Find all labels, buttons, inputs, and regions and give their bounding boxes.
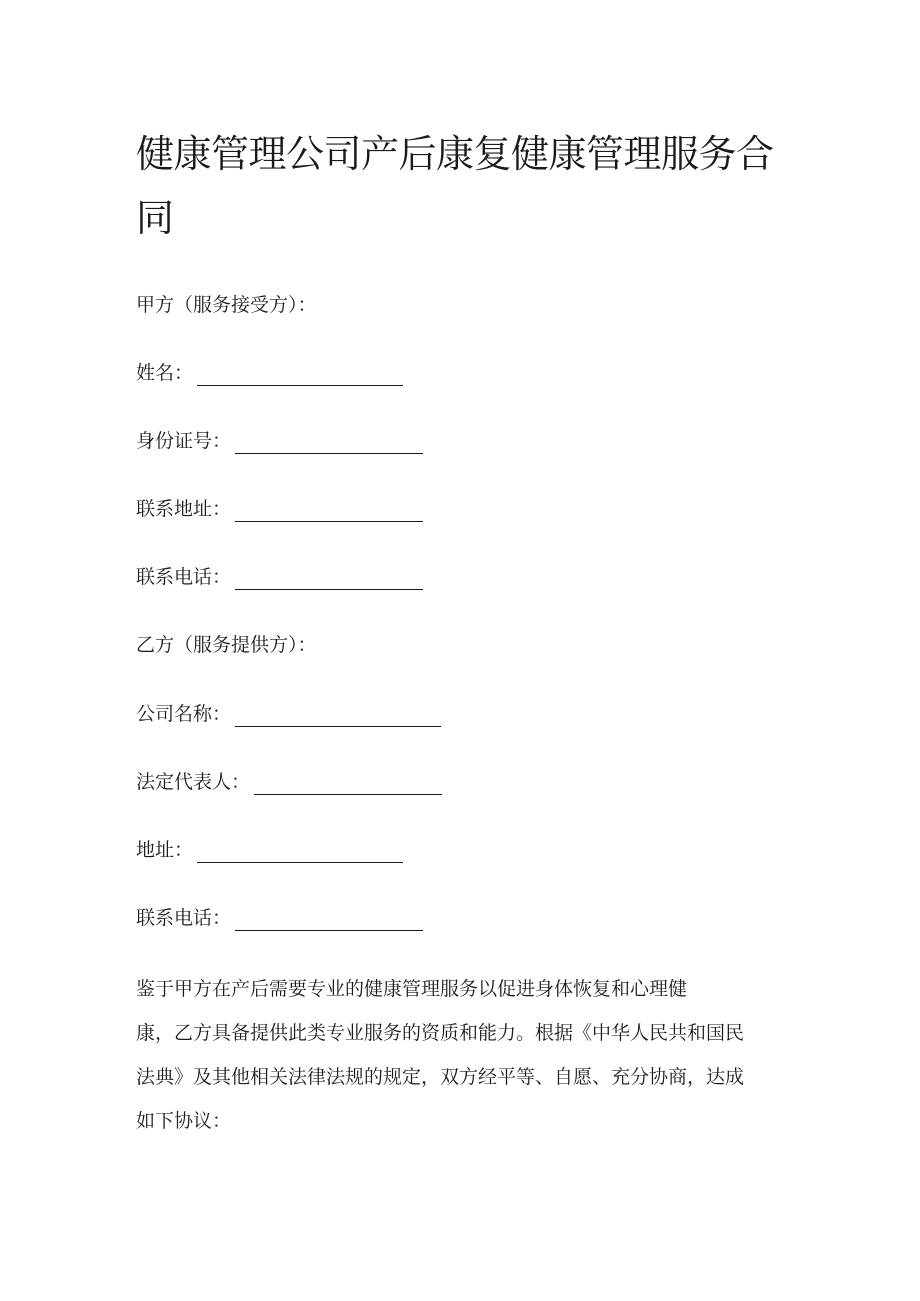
preamble-paragraph [136,972,786,1138]
party-b-company-field[interactable] [235,706,441,727]
preamble-line: 法典》及其他相关法律法规的规定，双方经平等、自愿、充分协商，达成 [136,1066,745,1088]
party-b-heading: 乙方（服务提供方）： [136,634,317,656]
party-a-name-label: 姓名： [136,362,194,384]
party-b-phone-field[interactable] [235,910,423,931]
party-a-id-label: 身份证号： [136,430,232,452]
party-b-rep-label: 法定代表人： [136,771,251,793]
party-a-phone-label: 联系电话： [136,566,232,588]
party-b-address-field[interactable] [197,842,403,863]
party-a-heading: 甲方（服务接受方）： [136,294,317,316]
party-b-phone-row [136,905,423,931]
party-a-name-field[interactable] [197,365,403,386]
party-b-phone-label: 联系电话： [136,907,232,929]
party-b-address-row [136,837,403,863]
party-a-phone-row [136,564,423,590]
preamble-line: 鉴于甲方在产后需要专业的健康管理服务以促进身体恢复和心理健 [136,978,688,1000]
party-a-name-row [136,360,403,386]
party-b-rep-row [136,769,442,795]
party-a-id-row [136,428,423,454]
party-a-address-label: 联系地址： [136,498,232,520]
party-b-company-label: 公司名称： [136,703,232,725]
party-a-id-field[interactable] [235,433,423,454]
party-a-phone-field[interactable] [235,569,423,590]
party-a-address-field[interactable] [235,501,423,522]
preamble-line: 康，乙方具备提供此类专业服务的资质和能力。根据《中华人民共和国民 [136,1022,745,1044]
party-b-rep-field[interactable] [254,774,442,795]
contract-title: 健康管理公司产后康复健康管理服务合同 [136,132,774,240]
party-b-address-label: 地址： [136,839,194,861]
preamble-line: 如下协议： [136,1110,232,1132]
party-a-address-row [136,496,423,522]
party-b-company-row [136,701,441,727]
